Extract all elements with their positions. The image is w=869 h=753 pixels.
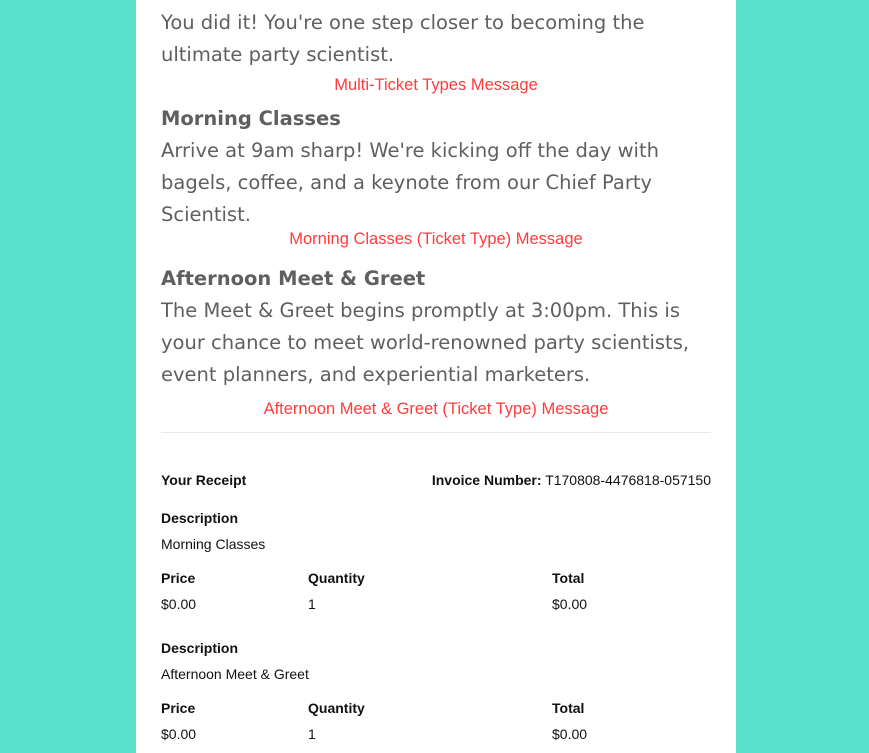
email-card xyxy=(136,0,736,753)
item-price: $0.00 xyxy=(161,596,197,612)
item-description-label: Description xyxy=(161,640,239,656)
intro-line-2: ultimate party scientist. xyxy=(161,43,395,66)
annotation-multi-block xyxy=(161,75,711,95)
afternoon-section xyxy=(161,263,711,391)
morning-title: Morning Classes xyxy=(161,107,341,130)
invoice-label: Invoice Number: xyxy=(431,472,542,488)
item-quantity: 1 xyxy=(308,726,316,742)
item-quantity-label: Quantity xyxy=(308,570,365,586)
item-quantity: 1 xyxy=(308,596,316,612)
intro-line-1: You did it! You're one step closer to becoming the xyxy=(161,11,645,34)
invoice-value: T170808-4476818-057150 xyxy=(545,472,711,488)
afternoon-line-3: event planners, and experiential marketers. xyxy=(161,363,591,386)
annotation-morning: Morning Classes (Ticket Type) Message xyxy=(289,230,583,248)
afternoon-line-1: The Meet & Greet begins promptly at 3:00pm. This is xyxy=(161,299,681,322)
intro-block xyxy=(161,7,711,71)
annotation-morning-block xyxy=(161,229,711,249)
item-description-label: Description xyxy=(161,510,239,526)
item-price-label: Price xyxy=(161,570,196,586)
morning-line-2: bagels, coffee, and a keynote from our Chief Party xyxy=(161,171,653,194)
morning-line-1: Arrive at 9am sharp! We're kicking off the day with xyxy=(161,139,659,162)
item-quantity-label: Quantity xyxy=(308,700,365,716)
afternoon-title: Afternoon Meet & Greet xyxy=(161,267,426,290)
item-total-label: Total xyxy=(552,570,585,586)
receipt-title: Your Receipt xyxy=(161,472,247,488)
morning-line-3: Scientist. xyxy=(161,203,251,226)
annotation-multi-ticket: Multi-Ticket Types Message xyxy=(334,76,538,94)
invoice-number xyxy=(432,472,711,488)
annotation-afternoon-block xyxy=(161,399,711,419)
item-description: Afternoon Meet & Greet xyxy=(161,666,309,682)
afternoon-line-2: your chance to meet world-renowned party scientists, xyxy=(161,331,690,354)
item-description: Morning Classes xyxy=(161,536,266,552)
divider xyxy=(161,432,711,433)
item-price: $0.00 xyxy=(161,726,197,742)
item-total-label: Total xyxy=(552,700,585,716)
item-total: $0.00 xyxy=(552,596,588,612)
item-total: $0.00 xyxy=(552,726,588,742)
annotation-afternoon: Afternoon Meet & Greet (Ticket Type) Message xyxy=(263,400,609,418)
item-price-label: Price xyxy=(161,700,196,716)
morning-section xyxy=(161,103,711,231)
